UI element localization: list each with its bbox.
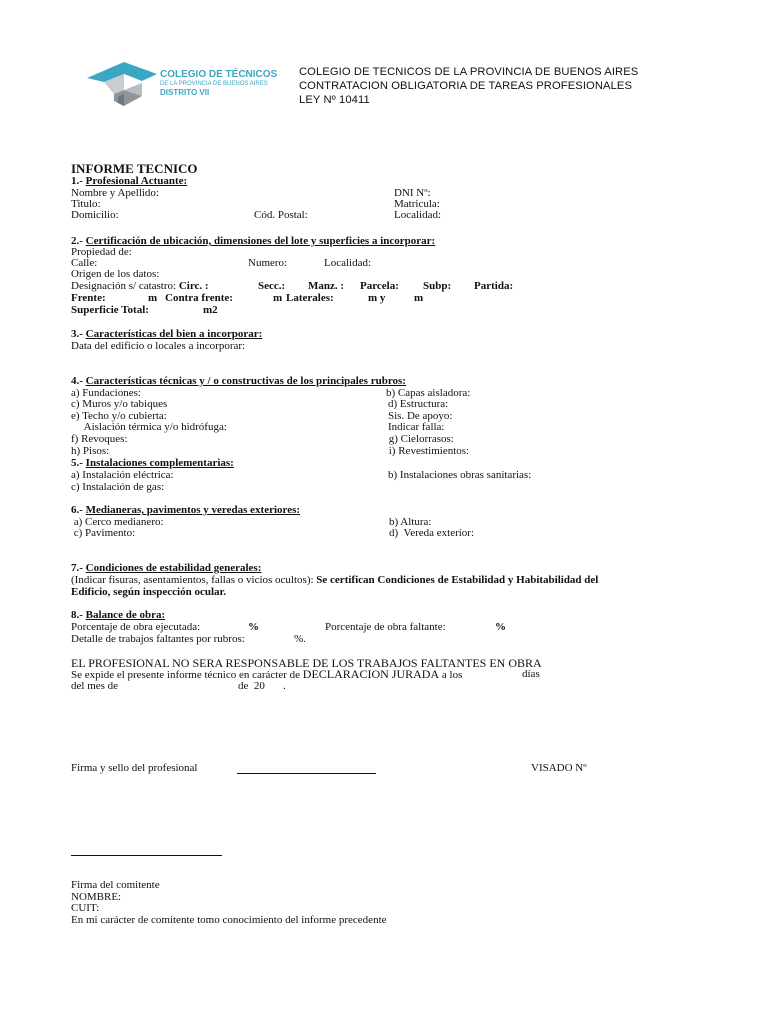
laterales-unit-1: m y bbox=[368, 292, 386, 304]
laterales-label: Laterales: bbox=[286, 292, 334, 304]
partida-label: Partida: bbox=[474, 280, 514, 292]
section-4-number: 4.- bbox=[71, 375, 86, 387]
instalacion-electrica: a) Instalación eléctrica: bbox=[71, 469, 174, 481]
designacion-text: Designación s/ catastro: bbox=[71, 280, 179, 292]
titulo-label: Titulo: bbox=[71, 198, 101, 210]
cerco-medianero: a) Cerco medianero: bbox=[71, 516, 164, 528]
rubro-techo: e) Techo y/o cubierta: bbox=[71, 410, 167, 422]
estabilidad-certifican: Se certifican Condiciones de Estabilidad y Habitabilidad del bbox=[316, 574, 599, 586]
cuit-label: CUIT: bbox=[71, 902, 100, 914]
cod-postal-label: Cód. Postal: bbox=[254, 209, 308, 221]
section-7-heading bbox=[71, 563, 261, 575]
conocimiento-text: En mi carácter de comitente tomo conocimiento del informe precedente bbox=[71, 914, 387, 926]
rubro-estructura: d) Estructura: bbox=[388, 398, 449, 410]
firma-profesional-line bbox=[237, 773, 376, 774]
secc-label: Secc.: bbox=[258, 280, 286, 292]
contra-frente-unit: m bbox=[273, 292, 283, 304]
visado-label: VISADO Nº bbox=[531, 762, 587, 774]
section-7-number: 7.- bbox=[71, 562, 86, 574]
header-line-2: CONTRATACION OBLIGATORIA DE TAREAS PROFESIONALES bbox=[299, 80, 633, 92]
section-7-title: Condiciones de estabilidad generales: bbox=[85, 562, 262, 574]
section-8-heading bbox=[71, 610, 165, 622]
dni-label: DNI Nº: bbox=[394, 187, 431, 199]
section-6-title: Medianeras, pavimentos y veredas exteriores: bbox=[85, 504, 301, 516]
matricula-label: Matricula: bbox=[394, 198, 440, 210]
header-line-1: COLEGIO DE TECNICOS DE LA PROVINCIA DE BUENOS AIRES bbox=[299, 66, 639, 78]
firma-profesional-label: Firma y sello del profesional bbox=[71, 762, 198, 774]
rubro-revoques: f) Revoques: bbox=[71, 433, 128, 445]
section-2-number: 2.- bbox=[71, 235, 86, 247]
rubro-muros: c) Muros y/o tabiques bbox=[71, 398, 168, 410]
obra-faltante-label: Porcentaje de obra faltante: bbox=[325, 621, 446, 633]
domicilio-label: Domicilio: bbox=[71, 209, 119, 221]
no-responsable-text: EL PROFESIONAL NO SERA RESPONSABLE DE LOS TRABAJOS FALTANTES EN OBRA bbox=[71, 656, 542, 670]
superficie-total-label: Superficie Total: bbox=[71, 304, 149, 316]
logo-line-1: COLEGIO DE TÉCNICOS bbox=[160, 69, 278, 80]
obra-ejecutada-label: Porcentaje de obra ejecutada: bbox=[71, 621, 201, 633]
obra-ejecutada-pct: % bbox=[248, 621, 259, 633]
manz-label: Manz. : bbox=[308, 280, 345, 292]
college-logo-icon bbox=[84, 60, 160, 110]
subp-label: Subp: bbox=[423, 280, 452, 292]
designacion-label bbox=[71, 281, 209, 293]
frente-label: Frente: bbox=[71, 292, 106, 304]
origen-label: Origen de los datos: bbox=[71, 268, 160, 280]
vereda-exterior: d) Vereda exterior: bbox=[389, 527, 475, 539]
expide-c: a los bbox=[439, 669, 463, 681]
section-6-number: 6.- bbox=[71, 504, 86, 516]
college-logo bbox=[84, 60, 299, 110]
instalacion-gas: c) Instalación de gas: bbox=[71, 481, 165, 493]
pavimento: c) Pavimento: bbox=[71, 527, 136, 539]
section-8-number: 8.- bbox=[71, 609, 86, 621]
de-20-label: de 20 bbox=[238, 680, 265, 692]
section-5-title: Instalaciones complementarias: bbox=[85, 457, 234, 469]
circ-label: Circ. : bbox=[178, 280, 209, 292]
firma-comitente-label: Firma del comitente bbox=[71, 879, 160, 891]
estabilidad-text bbox=[71, 575, 698, 587]
nombre-comitente-label: NOMBRE: bbox=[71, 891, 122, 903]
instalaciones-sanitarias: b) Instalaciones obras sanitarias: bbox=[388, 469, 532, 481]
section-3-heading bbox=[71, 329, 262, 341]
rubro-sis-apoyo: Sis. De apoyo: bbox=[388, 410, 453, 422]
logo-line-3: DISTRITO VII bbox=[160, 88, 210, 97]
section-3-title: Características del bien a incorporar: bbox=[85, 328, 263, 340]
section-1-number: 1.- bbox=[71, 175, 86, 187]
localidad-2-label: Localidad: bbox=[324, 257, 372, 269]
rubro-indicar-falla: Indicar falla: bbox=[388, 421, 445, 433]
section-2-title: Certificación de ubicación, dimensiones del lote y superficies a incorporar: bbox=[85, 235, 436, 247]
estabilidad-indicar: (Indicar fisuras, asentamientos, fallas o vicios ocultos): bbox=[71, 574, 317, 586]
numero-label: Numero: bbox=[248, 257, 288, 269]
localidad-label: Localidad: bbox=[394, 209, 442, 221]
superficie-unit: m2 bbox=[203, 304, 218, 316]
doc-title: INFORME TECNICO bbox=[71, 161, 198, 176]
frente-unit: m bbox=[148, 292, 158, 304]
calle-label: Calle: bbox=[71, 257, 98, 269]
section-4-heading bbox=[71, 376, 406, 388]
parcela-label: Parcela: bbox=[360, 280, 399, 292]
section-4-title: Características técnicas y / o constructivas de los principales rubros: bbox=[85, 375, 406, 387]
firma-comitente-line bbox=[71, 855, 222, 856]
data-edificio-label: Data del edificio o locales a incorporar: bbox=[71, 340, 246, 352]
section-1-title: Profesional Actuante: bbox=[85, 175, 188, 187]
fecha-dot: . bbox=[283, 680, 286, 692]
expide-text bbox=[71, 669, 462, 682]
contra-frente-label: Contra frente: bbox=[165, 292, 233, 304]
section-3-number: 3.- bbox=[71, 328, 86, 340]
del-mes-label: del mes de bbox=[71, 680, 119, 692]
section-1-heading bbox=[71, 176, 187, 188]
rubro-aislacion: Aislación térmica y/o hidrófuga: bbox=[76, 421, 227, 433]
header-line-3: LEY Nº 10411 bbox=[299, 94, 370, 106]
altura: b) Altura: bbox=[389, 516, 432, 528]
rubro-fundaciones: a) Fundaciones: bbox=[71, 387, 141, 399]
section-5-number: 5.- bbox=[71, 457, 86, 469]
rubro-cielorrasos: g) Cielorrasos: bbox=[386, 433, 454, 445]
section-8-title: Balance de obra: bbox=[85, 609, 166, 621]
propiedad-label: Propiedad de: bbox=[71, 246, 132, 258]
section-5-heading bbox=[71, 458, 234, 470]
rubro-capas-aisladora: b) Capas aisladora: bbox=[386, 387, 471, 399]
logo-line-2: DE LA PROVINCIA DE BUENOS AIRES bbox=[160, 81, 268, 87]
nombre-label: Nombre y Apellido: bbox=[71, 187, 159, 199]
obra-faltante-pct: % bbox=[495, 621, 506, 633]
section-6-heading bbox=[71, 505, 300, 517]
detalle-faltantes-pct: %. bbox=[294, 633, 306, 645]
detalle-faltantes-label: Detalle de trabajos faltantes por rubros: bbox=[71, 633, 245, 645]
rubro-revestimientos: i) Revestimientos: bbox=[386, 445, 470, 457]
laterales-unit-2: m bbox=[414, 292, 424, 304]
rubro-pisos: h) Pisos: bbox=[71, 445, 110, 457]
estabilidad-line-2: Edificio, según inspección ocular. bbox=[71, 586, 227, 598]
declaracion-jurada: DECLARACION JURADA bbox=[302, 667, 440, 681]
dias-label: días bbox=[522, 668, 540, 680]
expide-a: Se expide el presente informe técnico en carácter de bbox=[71, 669, 303, 681]
